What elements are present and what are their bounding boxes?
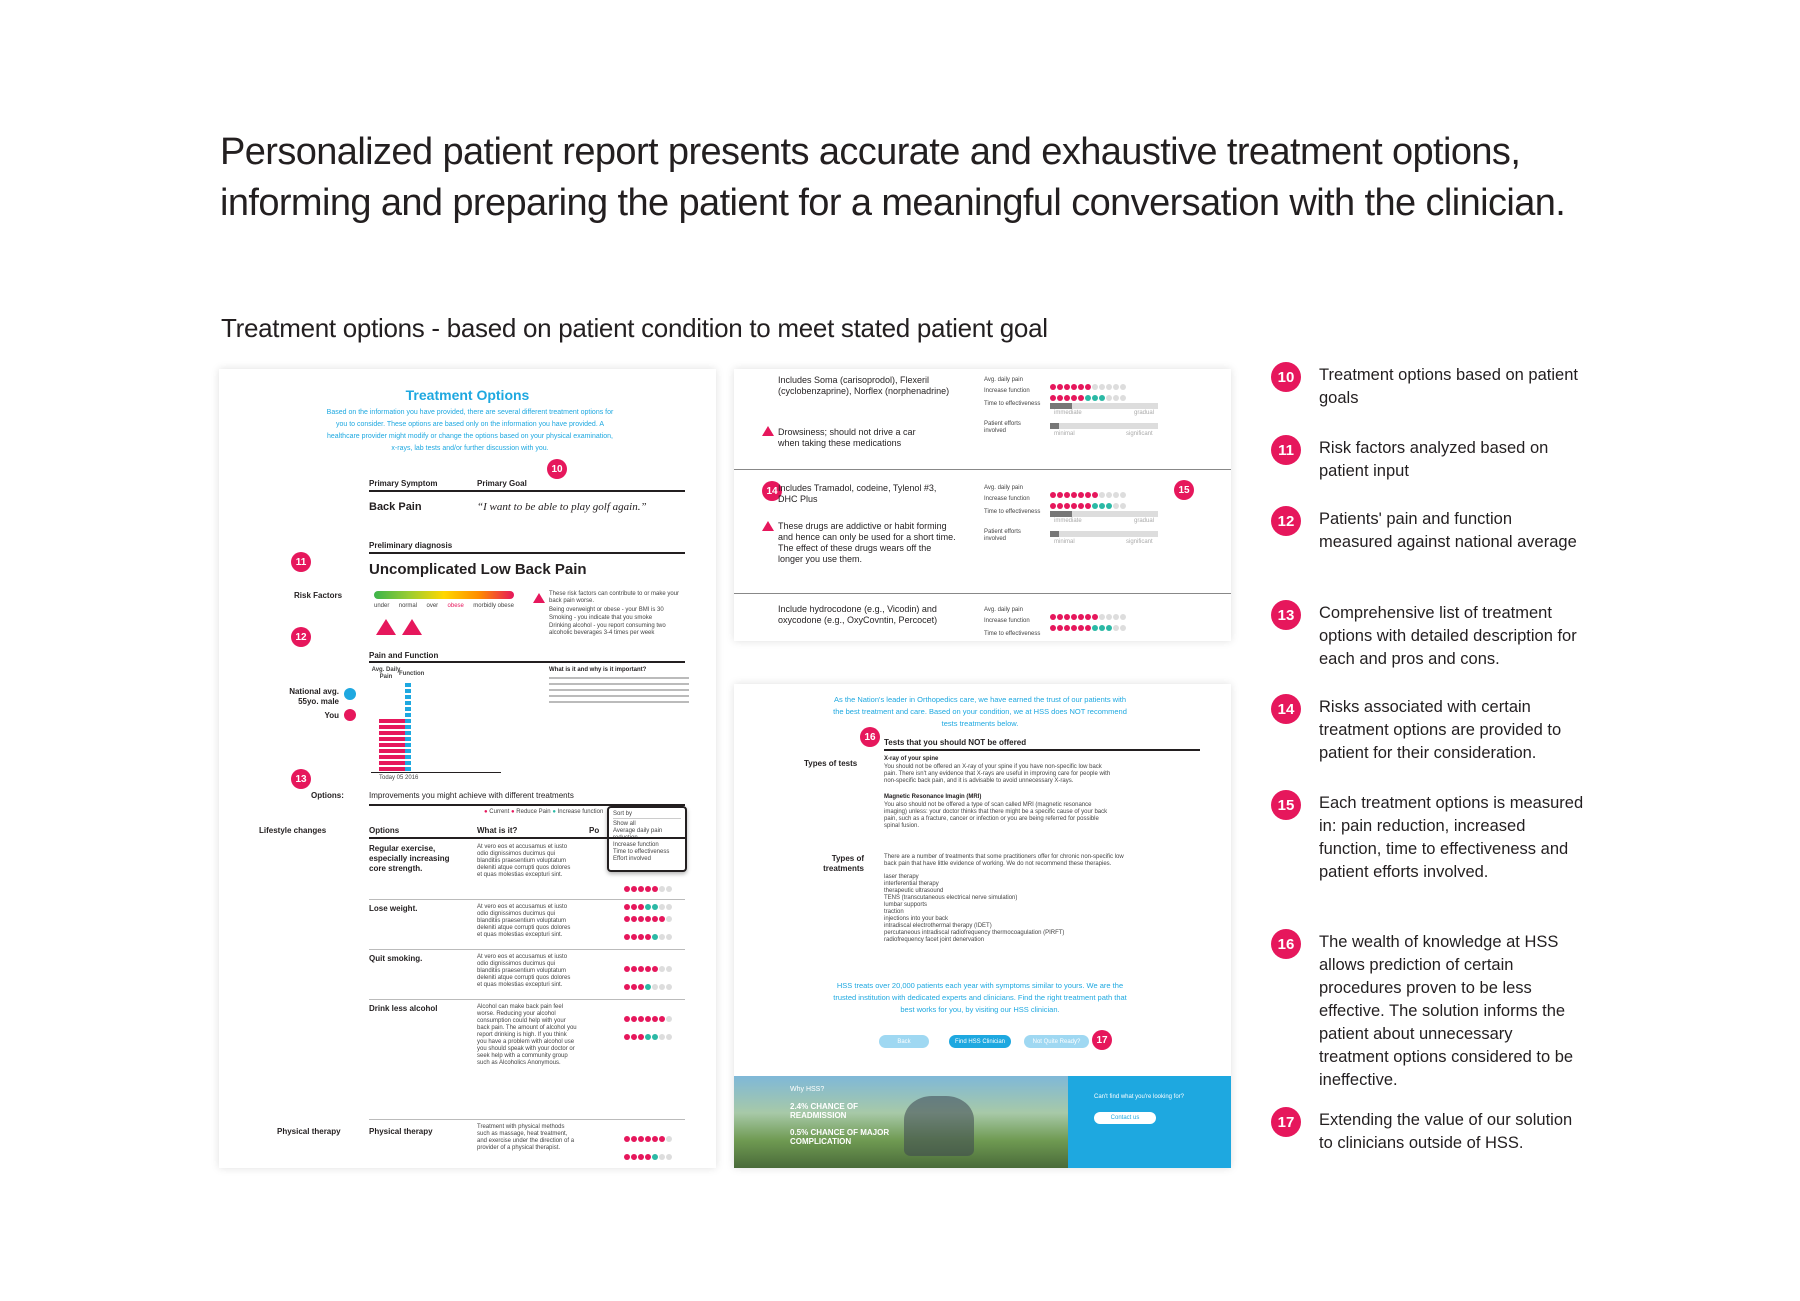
metric-label: Increase function xyxy=(984,388,1030,394)
badge-16: 16 xyxy=(860,727,880,747)
metric-label: Time to effectiveness xyxy=(984,631,1041,637)
option-desc: At vero eos et accusamus et iusto odio dignissimos ducimus qui blanditiis praesentium voluptatum deleniti atque corrupti quos dolores et quas molestias excepturi sint. xyxy=(477,904,571,938)
divider xyxy=(369,837,685,839)
sort-option[interactable]: Time to effectiveness xyxy=(613,849,670,855)
test1-title: X-ray of your spine xyxy=(884,756,939,762)
diagnosis: Uncomplicated Low Back Pain xyxy=(369,561,587,578)
legend-increase-function: Increase function xyxy=(557,809,604,815)
chart-legend: ● Current ● Reduce Pain ● Increase function xyxy=(484,809,604,815)
metric-label: Avg. daily pain xyxy=(984,377,1023,383)
badge-10: 10 xyxy=(547,459,567,479)
medications-card xyxy=(734,369,1231,641)
stat-complication: 0.5% CHANCE OF MAJOR COMPLICATION xyxy=(790,1128,890,1146)
function-dots xyxy=(624,927,684,945)
hss-outro: HSS treats over 20,000 patients each year with symptoms similar to yours. We are the trusted institution with dedicated experts and clinicians. Find the right treatment path that best works for you, by visiting our HSS clinician. xyxy=(833,981,1127,1014)
time-bar xyxy=(1050,511,1158,517)
national-avg-label: National avg. 55yo. male xyxy=(289,687,339,706)
divider xyxy=(369,552,685,554)
metric-label: Avg. daily pain xyxy=(984,485,1023,491)
row-divider xyxy=(369,949,685,950)
effort-bar xyxy=(1050,423,1158,429)
number-badge: 15 xyxy=(1271,790,1301,820)
scale-word: minimal xyxy=(1054,431,1075,437)
scale-morbid: morbidly obese xyxy=(473,603,514,609)
badge-15: 15 xyxy=(1174,480,1194,500)
warning-icon xyxy=(533,593,545,603)
number-badge: 12 xyxy=(1271,506,1301,536)
med-warning: Drowsiness; should not drive a car when taking these medications xyxy=(778,427,916,448)
risk-item: Smoking - you indicate that you smoke xyxy=(549,615,653,621)
option-name: Lose weight. xyxy=(369,904,418,913)
sort-header: Sort by xyxy=(613,811,681,819)
row-divider xyxy=(369,1119,685,1120)
option-desc: At vero eos et accusamus et iusto odio dignissimos ducimus qui blanditiis praesentium voluptatum deleniti atque corrupti quos dolores et quas molestias excepturi sint. xyxy=(477,844,571,878)
row-divider xyxy=(734,469,1231,470)
metrics-block xyxy=(589,909,684,945)
back-button[interactable]: Back xyxy=(879,1035,929,1048)
function-bar-chart xyxy=(405,681,411,771)
treatment-item: injections into your back xyxy=(884,916,949,922)
metric-label: Patient efforts involved xyxy=(984,421,1021,434)
pain-dots xyxy=(624,959,684,977)
pf-date: Today 05 2016 xyxy=(379,775,419,781)
not-ready-button[interactable]: Not Quite Ready? xyxy=(1024,1035,1089,1048)
badge-11: 11 xyxy=(291,552,311,572)
not-offered-heading: Tests that you should NOT be offered xyxy=(884,738,1027,747)
metric-label: Increase function xyxy=(984,496,1030,502)
treatment-item: interferential therapy xyxy=(884,881,939,887)
pf-question: What is it and why is it important? xyxy=(549,667,647,673)
hero-photo xyxy=(734,1076,1068,1168)
option-name: Drink less alcohol xyxy=(369,1004,438,1013)
placeholder-text xyxy=(549,677,689,707)
sort-option[interactable]: Average daily pain xyxy=(613,828,663,834)
function-dots xyxy=(624,1027,684,1045)
diagnosis-label: Preliminary diagnosis xyxy=(369,541,453,550)
number-badge: 17 xyxy=(1271,1107,1301,1137)
metrics-block xyxy=(589,959,684,995)
scale-word: minimal xyxy=(1054,539,1075,545)
warning-icon xyxy=(762,426,774,436)
pain-dots xyxy=(624,1009,684,1027)
primary-symptom: Back Pain xyxy=(369,501,422,513)
scale-under: under xyxy=(374,603,390,609)
option-name: Physical therapy xyxy=(369,1127,433,1136)
divider xyxy=(369,661,685,663)
risk-note: These risk factors can contribute to or make your back pain worse. xyxy=(549,591,680,604)
number-badge: 13 xyxy=(1271,600,1301,630)
legend-reduce-pain: Reduce Pain xyxy=(516,809,551,815)
warning-icon xyxy=(402,619,422,635)
pf-col-pain: Avg. Daily Pain xyxy=(371,667,401,680)
people-silhouette xyxy=(904,1096,974,1156)
legend-text: Each treatment options is measured in: pain reduction, increased function, time to effectiveness and patient efforts involved. xyxy=(1319,794,1584,881)
divider xyxy=(369,490,685,492)
risk-item: Drinking alcohol - you report consuming two alcoholic beverages 3-4 times per week xyxy=(549,623,666,636)
function-dots xyxy=(624,977,684,995)
pt-label: Physical therapy xyxy=(277,1127,341,1136)
lifestyle-label: Lifestyle changes xyxy=(259,826,327,835)
treatment-report-card xyxy=(219,369,716,1168)
warning-icon xyxy=(376,619,396,635)
badge-17: 17 xyxy=(1092,1030,1112,1050)
treatment-item: traction xyxy=(884,909,904,915)
pain-bar-chart xyxy=(379,681,407,771)
function-dots xyxy=(1050,618,1127,636)
scale-word: gradual xyxy=(1134,518,1155,524)
legend-text: The wealth of knowledge at HSS allows prediction of certain procedures proven to be less effective. The solution informs the patient about unnecessary treatment options considered to be ineffective. xyxy=(1319,933,1574,1089)
warning-icon xyxy=(762,521,774,531)
pain-function-label: Pain and Function xyxy=(369,651,439,660)
treatment-item: laser therapy xyxy=(884,874,919,880)
treatment-item: TENS (transcutaneous electrical nerve simulation) xyxy=(884,895,1018,901)
metric-label: Increase function xyxy=(984,618,1030,624)
you-label: You xyxy=(324,711,339,720)
hss-card xyxy=(734,684,1231,1168)
risk-factors-label: Risk Factors xyxy=(294,591,343,600)
treatment-item: lumbar supports xyxy=(884,902,928,908)
treatment-item: intradiscal electrothermal therapy (IDET) xyxy=(884,923,992,929)
metric-label: Time to effectiveness xyxy=(984,509,1041,515)
pain-dots xyxy=(624,879,684,897)
effort-bar xyxy=(1050,531,1158,537)
scale-word: gradual xyxy=(1134,410,1155,416)
headline: Personalized patient report presents accurate and exhaustive treatment options, informing and preparing the patient for a meaningful conversation with the clinician. xyxy=(220,131,1566,224)
report-title: Treatment Options xyxy=(405,387,530,403)
you-dot xyxy=(344,709,356,721)
badge-12: 12 xyxy=(291,627,311,647)
legend-current: Current xyxy=(489,809,510,815)
risk-gradient-bar xyxy=(374,591,514,599)
option-name: Regular exercise, especially increasing core strength. xyxy=(369,844,450,873)
treatment-item: percutaneous intradiscal radiofrequency thermocoagulation (PIRFT) xyxy=(884,930,1065,936)
option-desc: Alcohol can make back pain feel worse. Reducing your alcohol consumption could help with your back pain. The amount of alcohol you report drinking is high. If you think you have a problem with alcohol use you should speak with your doctor or seek help with a community group such as Alcoholics Anonymous. xyxy=(477,1004,577,1066)
national-avg-dot xyxy=(344,688,356,700)
types-of-treatments: Types of treatments xyxy=(823,854,864,873)
pf-col-function: Function xyxy=(399,671,425,677)
find-clinician-button[interactable]: Find HSS Clinician xyxy=(949,1035,1011,1048)
treatment-item: radiofrequency facet joint denervation xyxy=(884,937,985,943)
badge-13: 13 xyxy=(291,769,311,789)
legend-text: Extending the value of our solution to clinicians outside of HSS. xyxy=(1319,1111,1573,1152)
hss-intro: As the Nation's leader in Orthopedics care, we have earned the trust of our patients with the best treatment and care. Based on your condition, we at HSS does NOT recommend tests treatments below. xyxy=(833,695,1127,728)
sort-option[interactable]: Show all xyxy=(613,821,636,827)
scale-word: immediate xyxy=(1054,410,1082,416)
col-what: What is it? xyxy=(477,826,518,835)
col-po: Po xyxy=(589,826,600,835)
scale-normal: normal xyxy=(398,603,418,609)
primary-goal-label: Primary Goal xyxy=(477,479,527,488)
legend-text: Risk factors analyzed based on patient input xyxy=(1319,439,1549,480)
test2-title: Magnetic Resonance Imagin (MRI) xyxy=(884,794,982,800)
report-intro: Based on the information you have provided, there are several different treatment options for you to consider. These options are based only on the information you have provided. A healthcare provider might modify or change the options based on your physical examination, x-rays, lab tests and/or further discussion with you. xyxy=(326,409,614,452)
risk-scale xyxy=(374,603,514,610)
improvements-label: Improvements you might achieve with different treatments xyxy=(369,791,574,800)
metric-label: Patient efforts involved xyxy=(984,529,1021,542)
number-badge: 16 xyxy=(1271,929,1301,959)
scale-word: significant xyxy=(1126,431,1153,437)
why-hss: Why HSS? xyxy=(790,1086,825,1093)
cant-find-text: Can't find what you're looking for? xyxy=(1094,1094,1185,1100)
treatment-list xyxy=(884,874,1124,944)
time-bar xyxy=(1050,403,1158,409)
med-warning: These drugs are addictive or habit forming and hence can only be used for a short time. The effect of these drugs wears off the longer you use them. xyxy=(778,521,956,564)
option-desc: At vero eos et accusamus et iusto odio dignissimos ducimus qui blanditiis praesentium voluptatum deleniti atque corrupti quos dolores et quas molestias excepturi sint. xyxy=(477,954,571,988)
legend-text: Treatment options based on patient goals xyxy=(1319,366,1578,407)
scale-obese: obese xyxy=(447,603,464,609)
contact-panel xyxy=(1068,1076,1231,1168)
med-desc: Includes Tramadol, codeine, Tylenol #3, DHC Plus xyxy=(778,483,937,504)
scale-word: significant xyxy=(1126,539,1153,545)
badge-14: 14 xyxy=(762,481,782,501)
number-badge: 14 xyxy=(1271,694,1301,724)
scale-over: over xyxy=(426,603,439,609)
treat-intro: There are a number of treatments that some practitioners offer for chronic non-specific low back pain that have little evidence of working. We do not recommend these therapies. xyxy=(884,854,1124,867)
metric-label: Avg. daily pain xyxy=(984,607,1023,613)
row-divider xyxy=(734,593,1231,594)
subheading: Treatment options - based on patient condition to meet stated patient goal xyxy=(221,313,1048,343)
primary-symptom-label: Primary Symptom xyxy=(369,479,438,488)
option-name: Quit smoking. xyxy=(369,954,423,963)
treatment-item: therapeutic ultrasound xyxy=(884,888,944,894)
test1-body: You should not be offered an X-ray of your spine if you have non-specific low back pain. There isn't any evidence that X-rays are useful in improving care for people with non-specific back pain, and it is advisable to avoid unnecessary X-rays. xyxy=(884,764,1111,784)
option-desc: Treatment with physical methods such as massage, heat treatment, and exercise under the direction of a provider of a physical therapist. xyxy=(477,1124,575,1151)
scale-word: immediate xyxy=(1054,518,1082,524)
col-options: Options xyxy=(369,826,400,835)
number-badge: 10 xyxy=(1271,362,1301,392)
number-badge: 11 xyxy=(1271,435,1301,465)
row-divider xyxy=(369,999,685,1000)
stat-readmission: 2.4% CHANCE OF READMISSION xyxy=(790,1102,859,1120)
risk-item: Being overweight or obese - your BMI is 30 xyxy=(549,607,664,613)
legend-text: Risks associated with certain treatment options are provided to patient for their consideration. xyxy=(1319,698,1562,762)
metrics-block xyxy=(589,1009,684,1045)
med-desc: Includes Soma (carisoprodol), Flexeril (cyclobenzaprine), Norflex (norphenadrine) xyxy=(778,375,950,396)
test2-body: You also should not be offered a type of scan called MRI (magnetic resonance imaging) unless: your doctor thinks that there might be a specific cause of your back pain, such as a fracture, cancer or infection or you are being referred for possible spinal fusion. xyxy=(884,802,1108,829)
metric-label: Time to effectiveness xyxy=(984,401,1041,407)
options-label: Options: xyxy=(311,791,344,800)
pain-dots xyxy=(624,909,684,927)
legend-text: Comprehensive list of treatment options with detailed description for each and pros and cons. xyxy=(1319,604,1577,668)
pain-dots xyxy=(624,1129,684,1147)
med-desc: Include hydrocodone (e.g., Vicodin) and oxycodone (e.g., OxyCovntin, Percocet) xyxy=(778,604,938,625)
sort-option[interactable]: Increase function xyxy=(613,842,659,848)
primary-goal: “I want to be able to play golf again.” xyxy=(477,501,647,513)
chart-baseline xyxy=(371,772,501,773)
legend-text: Patients' pain and function measured against national average xyxy=(1319,510,1577,551)
contact-button[interactable]: Contact us xyxy=(1094,1112,1156,1124)
sort-option[interactable]: Effort involved xyxy=(613,856,651,862)
types-of-tests: Types of tests xyxy=(804,759,858,768)
metrics-block xyxy=(589,1129,684,1165)
function-dots xyxy=(624,1147,684,1165)
divider xyxy=(884,749,1200,751)
